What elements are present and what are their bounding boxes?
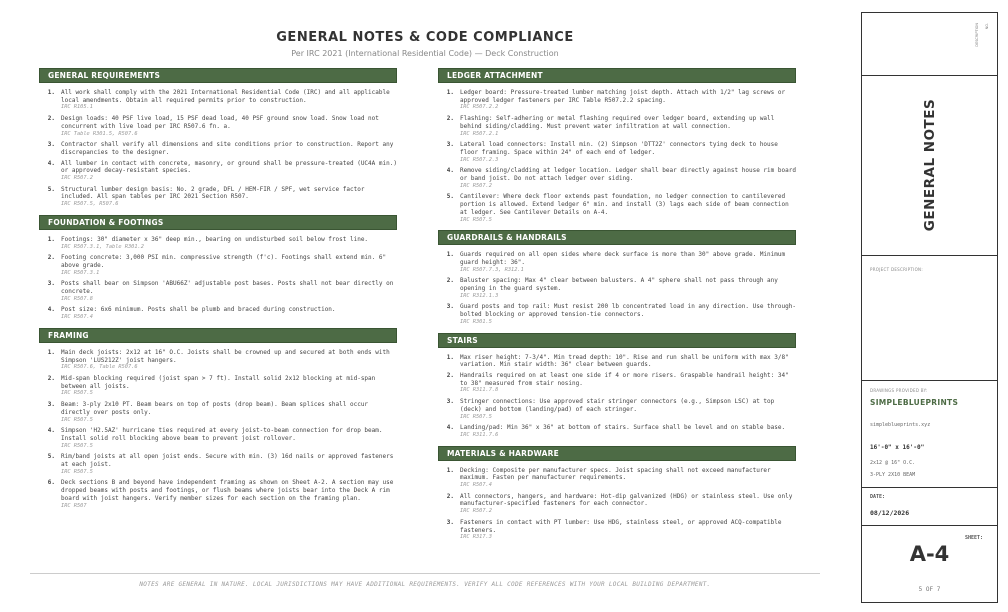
page-title: GENERAL NOTES & CODE COMPLIANCE xyxy=(276,30,574,45)
note-body xyxy=(460,424,796,439)
note-item xyxy=(39,160,397,183)
note-number: 2. xyxy=(446,371,454,379)
note-number: 2. xyxy=(446,492,454,500)
project-description-label: PROJECT DESCRIPTION: xyxy=(870,267,923,272)
code-reference: IRC R507.7.3, R312.1 xyxy=(460,266,524,273)
note-number: 3. xyxy=(446,303,454,311)
sheet-count: 5 OF 7 xyxy=(918,586,941,593)
code-reference: IRC R507 xyxy=(61,502,87,509)
note-item xyxy=(438,303,796,326)
note-item xyxy=(438,372,796,395)
beam-spec: 3-PLY 2X10 BEAM xyxy=(870,472,916,478)
note-number: 1. xyxy=(446,466,454,474)
drawings-panel xyxy=(862,380,997,488)
note-body xyxy=(460,303,796,326)
note-number: 3. xyxy=(47,401,55,409)
note-body xyxy=(460,251,796,274)
note-item xyxy=(39,453,397,476)
code-reference: IRC R311.7.6 xyxy=(460,431,499,438)
note-item xyxy=(39,254,397,277)
note-text: Structural lumber design basis: No. 2 grade, DFL / HEM-FIR / SPF, wet service factor included. All span tables per IRC 2021 Section R507. xyxy=(61,185,365,201)
section-heading: LEDGER ATTACHMENT xyxy=(438,68,796,83)
note-number: 2. xyxy=(47,374,55,382)
note-body xyxy=(61,89,397,112)
note-text: Rim/band joists at all open joist ends. Secure with min. (3) 16d nails or approved fasteners at each joist. xyxy=(61,453,394,469)
note-text: Posts shall bear on Simpson 'ABU66Z' adjustable post bases. Posts shall not bear directly on concrete. xyxy=(61,280,394,296)
note-item xyxy=(438,277,796,300)
note-body xyxy=(460,89,796,112)
note-text: Contractor shall verify all dimensions and site conditions prior to construction. Report any discrepancies to the designer. xyxy=(61,141,394,156)
note-body xyxy=(460,354,796,369)
code-reference: IRC R507.5 xyxy=(460,413,492,420)
code-reference: IRC R507.2 xyxy=(460,182,492,189)
note-number: 3. xyxy=(47,141,55,149)
notes-section xyxy=(438,230,796,326)
note-body xyxy=(61,375,397,398)
note-text: Fasteners in contact with PT lumber: Use HDG, stainless steel, or approved ACQ-compatible fasteners. xyxy=(460,518,782,534)
note-body xyxy=(460,372,796,395)
notes-list xyxy=(438,251,796,326)
note-number: 2. xyxy=(446,115,454,123)
section-heading: FRAMING xyxy=(39,328,397,343)
notes-section xyxy=(438,333,796,440)
code-reference: IRC R507.5 xyxy=(61,416,93,423)
code-reference: IRC Table R301.5, R507.6 xyxy=(61,130,138,137)
code-reference: IRC R507.3.1, Table R301.2 xyxy=(61,243,144,250)
section-heading: MATERIALS & HARDWARE xyxy=(438,446,796,461)
note-text: Ledger board: Pressure-treated lumber matching joist depth. Attach with 1/2" lag screws or approved ledger fasteners per IRC Table R507.2.2 spacing. xyxy=(460,89,786,104)
note-item xyxy=(39,401,397,424)
note-text: Baluster spacing: Max 4" clear between balusters. A 4" sphere shall not pass through any opening in the guard system. xyxy=(460,277,778,293)
joist-spec: 2x12 @ 16" O.C. xyxy=(870,460,916,466)
note-item xyxy=(39,186,397,209)
note-text: All work shall comply with the 2021 International Residential Code (IRC) and all applicable local amendments. Obtain all required permits prior to construction. xyxy=(61,89,390,104)
note-number: 4. xyxy=(47,159,55,167)
note-body xyxy=(61,115,397,138)
code-reference: IRC R507.2.3 xyxy=(460,156,499,163)
note-text: Footings: 30" diameter x 36" deep min., bearing on undisturbed soil below frost line. xyxy=(61,235,369,243)
note-body xyxy=(61,401,397,424)
note-body xyxy=(61,479,397,510)
notes-list xyxy=(438,89,796,224)
note-text: All connectors, hangers, and hardware: Hot-dip galvanized (HDG) or stainless steel. Use only manufacturer-specified fasteners for each connector. xyxy=(460,492,793,508)
note-body xyxy=(460,141,796,164)
note-number: 4. xyxy=(446,424,454,432)
code-reference: IRC R507.5, R507.6 xyxy=(61,201,119,208)
note-number: 1. xyxy=(47,235,55,243)
right-column xyxy=(438,68,796,548)
brand-name: SIMPLEBLUEPRINTS xyxy=(870,398,959,407)
sheet-label: SHEET: xyxy=(964,535,983,541)
note-item xyxy=(39,479,397,510)
code-reference: IRC R507.5 xyxy=(61,468,93,475)
note-item xyxy=(39,375,397,398)
project-description-panel xyxy=(862,255,997,381)
note-body xyxy=(460,467,796,490)
note-text: Guard posts and top rail: Must resist 200 lb concentrated load in any direction. Use through-bolted blocking or approved tension-tie connectors. xyxy=(460,303,796,319)
code-reference: IRC R507.5 xyxy=(61,390,93,397)
code-reference: IRC R507.2.2 xyxy=(460,104,499,111)
section-heading: FOUNDATION & FOOTINGS xyxy=(39,215,397,230)
note-number: 6. xyxy=(47,479,55,487)
section-heading: GUARDRAILS & HANDRAILS xyxy=(438,230,796,245)
note-text: Simpson 'H2.5AZ' hurricane ties required at every joist-to-beam connection for drop beam. Install solid roll blocking above beam to prevent joist rollover. xyxy=(61,427,383,442)
note-text: Handrails required on at least one side if 4 or more risers. Graspable handrail height: 34" to 38" measured from stair nosing. xyxy=(460,371,789,387)
note-number: 5. xyxy=(47,453,55,461)
note-number: 2. xyxy=(446,277,454,285)
note-body xyxy=(460,167,796,190)
note-text: Lateral load connectors: Install min. (2) Simpson 'DTT2Z' connectors tying deck to house floor framing. Space within 24" of each end of ledger. xyxy=(460,141,778,156)
left-column xyxy=(39,68,397,516)
note-body xyxy=(61,349,397,372)
code-reference: IRC R507.4 xyxy=(460,482,492,489)
note-body xyxy=(460,193,796,224)
note-text: Flashing: Self-adhering or metal flashing required over ledger board, extending up wall behind siding/cladding. Must prevent water infiltration at wall connection. xyxy=(460,115,775,130)
revision-table xyxy=(862,13,997,76)
note-item xyxy=(39,89,397,112)
note-item xyxy=(438,493,796,516)
note-body xyxy=(61,186,397,209)
notes-list xyxy=(438,354,796,440)
note-item xyxy=(39,236,397,251)
note-body xyxy=(460,115,796,138)
note-number: 1. xyxy=(47,348,55,356)
section-heading: STAIRS xyxy=(438,333,796,348)
note-body xyxy=(61,254,397,277)
code-reference: IRC R507.6, Table R507.6 xyxy=(61,364,138,371)
note-number: 4. xyxy=(47,306,55,314)
deck-size: 16'-0" x 16'-0" xyxy=(870,444,925,451)
note-text: Footing concrete: 3,000 PSI min. compressive strength (f'c). Footings shall extend min. 6" above grade. xyxy=(61,254,387,269)
note-text: Post size: 6x6 minimum. Posts shall be plumb and braced during construction. xyxy=(61,306,336,314)
note-item xyxy=(39,306,397,321)
notes-sheet xyxy=(30,0,820,612)
note-number: 2. xyxy=(47,115,55,123)
note-text: Remove siding/cladding at ledger location. Ledger shall bear directly against house rim board or band joist. Do not attach ledger over siding. xyxy=(460,167,796,183)
no-label: NO. xyxy=(985,23,989,30)
note-item xyxy=(39,280,397,303)
note-item xyxy=(438,115,796,138)
footer-divider xyxy=(30,573,820,574)
note-item xyxy=(438,519,796,542)
code-reference: IRC R507.2.1 xyxy=(460,130,499,137)
note-number: 3. xyxy=(446,398,454,406)
note-item xyxy=(438,193,796,224)
sheet-panel xyxy=(862,525,997,602)
note-item xyxy=(39,141,397,156)
note-body xyxy=(61,280,397,303)
note-number: 3. xyxy=(47,280,55,288)
note-item xyxy=(438,89,796,112)
note-text: Guards required on all open sides where deck surface is more than 30" above grade. Minimum guard height: 36". xyxy=(460,251,786,266)
note-number: 5. xyxy=(446,193,454,201)
code-reference: IRC R507.2 xyxy=(460,508,492,515)
note-item xyxy=(438,424,796,439)
drawings-provided-label: DRAWINGS PROVIDED BY: xyxy=(870,388,928,393)
code-reference: IRC R507.2 xyxy=(61,175,93,182)
code-reference: IRC R301.5 xyxy=(460,318,492,325)
sheet-title-panel xyxy=(862,75,997,256)
note-body xyxy=(61,427,397,450)
description-label: DESCRIPTION xyxy=(975,23,979,47)
notes-section xyxy=(39,215,397,322)
brand-url[interactable]: simpleblueprints.xyz xyxy=(870,422,931,428)
notes-list xyxy=(39,349,397,510)
title-block xyxy=(861,12,998,603)
notes-section xyxy=(438,68,796,224)
code-reference: IRC R507.5 xyxy=(460,216,492,223)
note-number: 3. xyxy=(446,141,454,149)
note-number: 4. xyxy=(446,167,454,175)
code-reference: IRC R507.8 xyxy=(61,295,93,302)
footer-note: NOTES ARE GENERAL IN NATURE. LOCAL JURISDICTIONS MAY HAVE ADDITIONAL REQUIREMENTS. VERIFY ALL CODE REFERENCES WITH YOUR LOCAL BUILDING DEPARTMENT. xyxy=(139,581,711,588)
date-panel xyxy=(862,487,997,526)
notes-section xyxy=(438,446,796,542)
sheet-title: GENERAL NOTES xyxy=(921,98,938,232)
note-text: Mid-span blocking required (joist span > 7 ft). Install solid 2x12 blocking at mid-span between all joists. xyxy=(61,374,376,390)
code-reference: IRC R507.4 xyxy=(61,314,93,321)
note-text: Decking: Composite per manufacturer specs. Joist spacing shall not exceed manufacturer maximum. Fasten per manufacturer requirements. xyxy=(460,466,771,482)
note-number: 4. xyxy=(47,427,55,435)
note-number: 2. xyxy=(47,254,55,262)
code-reference: IRC R311.7.8 xyxy=(460,387,499,394)
note-text: Stringer connections: Use approved stair stringer connectors (e.g., Simpson LSC) at top (deck) and bottom (landing/pad) of each stringer. xyxy=(460,398,775,413)
note-number: 1. xyxy=(446,251,454,259)
note-body xyxy=(460,398,796,421)
note-item xyxy=(39,115,397,138)
note-item xyxy=(438,251,796,274)
code-reference: IRC R507.3.1 xyxy=(61,269,100,276)
note-text: Beam: 3-ply 2x10 PT. Beam bears on top of posts (drop beam). Beam splices shall occur directly over posts only. xyxy=(61,401,369,416)
note-text: All lumber in contact with concrete, masonry, or ground shall be pressure-treated (UC4A min.) or approved decay-resistant species. xyxy=(61,159,397,175)
notes-list xyxy=(39,89,397,209)
notes-list xyxy=(39,236,397,322)
note-body xyxy=(460,277,796,300)
page-subtitle: Per IRC 2021 (International Residential Code) — Deck Construction xyxy=(291,49,559,58)
note-item xyxy=(438,354,796,369)
note-body xyxy=(460,493,796,516)
note-text: Main deck joists: 2x12 at 16" O.C. Joists shall be crowned up and secured at both ends with Simpson 'LUS212Z' joist hangers. xyxy=(61,348,390,364)
note-number: 1. xyxy=(446,353,454,361)
note-text: Deck sections B and beyond have independent framing as shown on Sheet A-2. A section may use dropped beams with posts and footings, or flush beams where joists bear into the Deck A rim board with joist hangers. Verify member sizes for each section on the framing plan. xyxy=(61,479,394,502)
code-reference: IRC R312.1.3 xyxy=(460,292,499,299)
code-reference: IRC R105.1 xyxy=(61,104,93,111)
note-text: Cantilever: Where deck floor extends past foundation, no ledger connection to cantilevered portion is allowed. Extend ledger 6" min. and install (3) lags each side of beam connection at ledger. See Cantilever Details on A-4. xyxy=(460,193,789,216)
note-text: Landing/pad: Min 36" x 36" at bottom of stairs. Surface shall be level and on stable base. xyxy=(460,424,786,432)
note-item xyxy=(39,427,397,450)
note-item xyxy=(438,467,796,490)
note-number: 1. xyxy=(446,89,454,96)
note-number: 1. xyxy=(47,89,55,96)
note-number: 3. xyxy=(446,518,454,526)
note-item xyxy=(438,167,796,190)
note-body xyxy=(460,519,796,542)
sheet-number: A-4 xyxy=(909,542,950,566)
note-item xyxy=(438,141,796,164)
notes-section xyxy=(39,328,397,510)
note-item xyxy=(438,398,796,421)
note-body xyxy=(61,141,397,156)
note-number: 5. xyxy=(47,185,55,193)
section-heading: GENERAL REQUIREMENTS xyxy=(39,68,397,83)
note-text: Max riser height: 7-3/4". Min tread depth: 10". Rise and run shall be uniform with max 3/8" variation. Min stair width: 36" clear between guards. xyxy=(460,353,789,369)
notes-section xyxy=(39,68,397,209)
note-body xyxy=(61,453,397,476)
code-reference: IRC R507.5 xyxy=(61,442,93,449)
notes-list xyxy=(438,467,796,542)
note-item xyxy=(39,349,397,372)
date-value: 08/12/2026 xyxy=(870,509,910,517)
code-reference: IRC R317.3 xyxy=(460,534,492,541)
note-body xyxy=(61,306,397,321)
note-body xyxy=(61,160,397,183)
date-label: DATE: xyxy=(870,494,886,500)
note-body xyxy=(61,236,397,251)
note-text: Design loads: 40 PSF live load, 15 PSF dead load, 40 PSF ground snow load. Snow load not concurrent with live load per IRC R507.6 fn. a. xyxy=(61,115,379,130)
